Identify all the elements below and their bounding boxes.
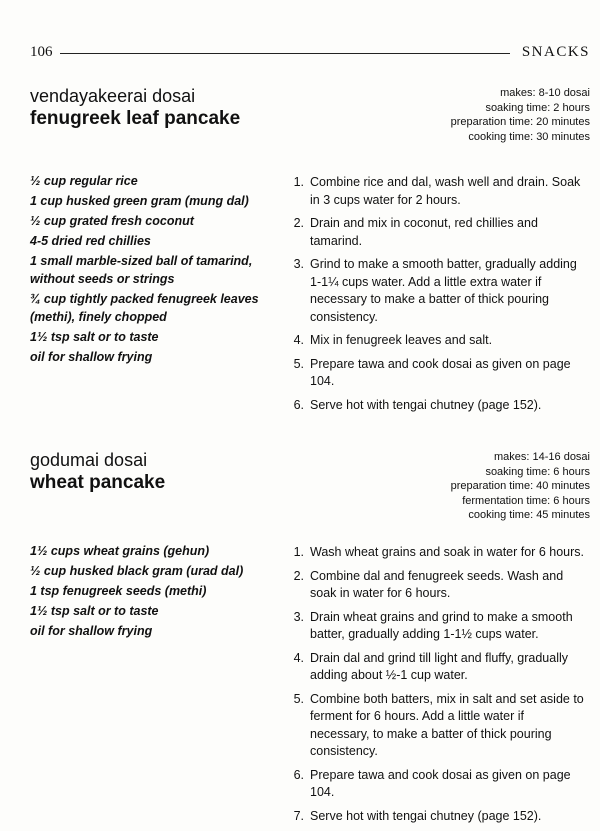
- step-text: Combine both batters, mix in salt and set aside to ferment for 6 hours. Add a little water if necessary, to make a batter of thick pouring consistency.: [310, 691, 584, 758]
- meta-makes: makes: 8-10 dosai: [500, 87, 590, 99]
- section-title: SNACKS: [521, 44, 590, 60]
- method-step: [286, 568, 586, 603]
- meta-cooking-time: cooking time: 30 minutes: [468, 130, 590, 143]
- method-step: [286, 256, 586, 326]
- ingredient-item: 1½ tsp salt or to taste: [30, 330, 159, 344]
- step-number: 1.: [293, 545, 304, 559]
- page-header: [30, 44, 590, 64]
- ingredient-item: 4-5 dried red chillies: [30, 234, 151, 248]
- step-number: 6.: [293, 767, 304, 782]
- method-step: [286, 609, 586, 644]
- step-text: Wash wheat grains and soak in water for 6 hours.: [310, 545, 584, 559]
- recipe-meta: [451, 86, 590, 144]
- step-number: 2.: [293, 216, 304, 230]
- method-steps: [286, 544, 586, 831]
- method-step: [286, 356, 586, 391]
- ingredient-item: 1½ cups wheat grains (gehun): [30, 544, 210, 558]
- ingredient-item: ½ cup grated fresh coconut: [30, 214, 194, 228]
- recipe-title-english: wheat pancake: [30, 472, 166, 493]
- recipe-title-english: fenugreek leaf pancake: [30, 108, 241, 129]
- step-text: Mix in fenugreek leaves and salt.: [310, 333, 493, 347]
- ingredient-item: 1 tsp fenugreek seeds (methi): [30, 584, 207, 598]
- ingredient-item: oil for shallow frying: [30, 350, 153, 364]
- step-text: Combine dal and fenugreek seeds. Wash and soak in water for 6 hours.: [310, 568, 564, 600]
- step-number: 1.: [293, 175, 304, 189]
- method-step: [286, 767, 586, 802]
- step-number: 2.: [293, 568, 304, 583]
- step-number: 3.: [293, 609, 304, 624]
- step-text: Serve hot with tengai chutney (page 152).: [310, 397, 542, 412]
- page-number: 106: [30, 44, 53, 60]
- recipe-title-tamil: vendayakeerai dosai: [30, 86, 196, 106]
- header-rule: [60, 53, 510, 54]
- meta-soaking-time: soaking time: 6 hours: [485, 465, 590, 478]
- method-step: [286, 332, 586, 350]
- step-number: 3.: [293, 257, 304, 271]
- method-step: [286, 215, 586, 250]
- step-number: 4.: [293, 650, 304, 665]
- ingredient-item: 1½ tsp salt or to taste: [30, 604, 159, 618]
- step-number: 4.: [293, 333, 304, 347]
- method-step: [286, 174, 586, 209]
- meta-makes: makes: 14-16 dosai: [494, 451, 590, 463]
- meta-soaking-time: soaking time: 2 hours: [485, 101, 590, 114]
- ingredient-item: 1 small marble-sized ball of tamarind, without seeds or strings: [30, 254, 253, 286]
- step-text: Prepare tawa and cook dosai as given on page 104.: [310, 767, 571, 799]
- recipe-meta: [451, 450, 590, 523]
- step-text: Drain wheat grains and grind to make a smooth batter, gradually adding 1-1½ cups water.: [310, 609, 573, 641]
- recipe-title-tamil: godumai dosai: [30, 450, 148, 470]
- method-step: [286, 544, 586, 562]
- method-step: [286, 650, 586, 685]
- ingredient-item: ½ cup husked black gram (urad dal): [30, 564, 244, 578]
- method-steps: [286, 174, 586, 420]
- ingredient-item: ¾ cup tightly packed fenugreek leaves (methi), finely chopped: [30, 292, 259, 324]
- step-text: Serve hot with tengai chutney (page 152).: [310, 808, 542, 823]
- ingredient-list: [30, 172, 280, 368]
- step-number: 5.: [293, 356, 304, 371]
- method-step: [286, 397, 586, 415]
- step-text: Grind to make a smooth batter, gradually adding 1-1¼ cups water. Add a little extra water if necessary to make a batter of thick pouring consistency.: [310, 257, 577, 324]
- ingredient-item: oil for shallow frying: [30, 624, 153, 638]
- step-number: 6.: [293, 397, 304, 412]
- ingredient-item: ½ cup regular rice: [30, 174, 138, 188]
- step-text: Drain and mix in coconut, red chillies and tamarind.: [310, 216, 538, 248]
- meta-preparation-time: preparation time: 40 minutes: [450, 480, 590, 492]
- method-step: [286, 691, 586, 761]
- step-number: 5.: [293, 691, 304, 706]
- ingredient-item: 1 cup husked green gram (mung dal): [30, 194, 249, 208]
- meta-fermentation-time: fermentation time: 6 hours: [462, 494, 590, 507]
- ingredient-list: [30, 542, 280, 642]
- method-step: [286, 808, 586, 826]
- step-number: 7.: [293, 808, 304, 823]
- meta-preparation-time: preparation time: 20 minutes: [450, 116, 590, 128]
- step-text: Prepare tawa and cook dosai as given on page 104.: [310, 356, 571, 388]
- step-text: Combine rice and dal, wash well and drain. Soak in 3 cups water for 2 hours.: [310, 175, 581, 207]
- step-text: Drain dal and grind till light and fluffy, gradually adding about ½-1 cup water.: [310, 650, 569, 682]
- meta-cooking-time: cooking time: 45 minutes: [468, 509, 590, 521]
